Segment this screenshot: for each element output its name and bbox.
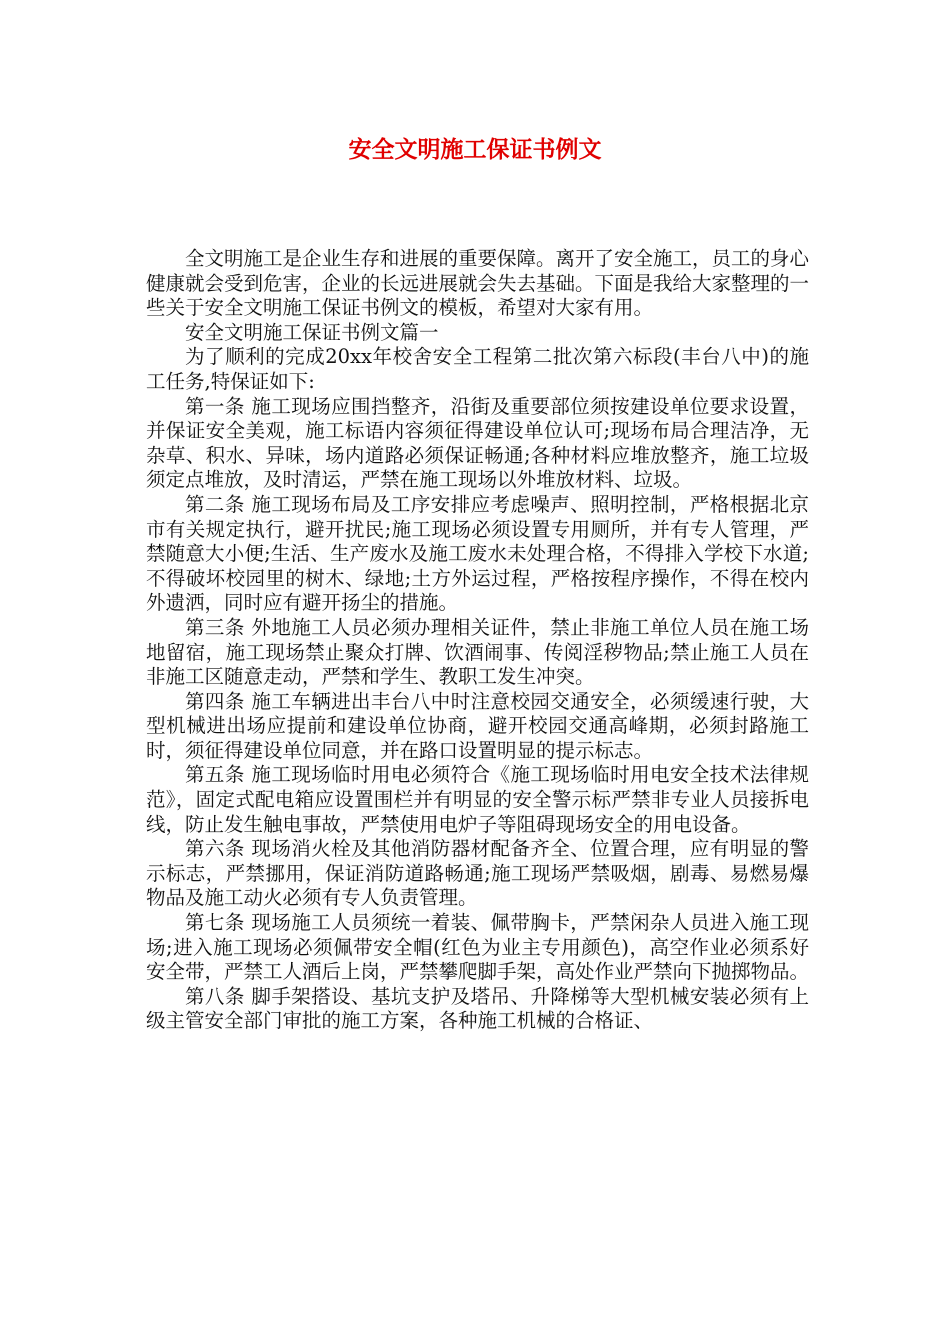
paragraph-article-7: 第七条 现场施工人员须统一着装、佩带胸卡，严禁闲杂人员进入施工现场;进入施工现场必须佩带安全帽(红色为业主专用颜色)，高空作业必须系好安全带，严禁工人酒后上岗，严禁攀爬脚手架，高处作业严禁向下抛掷物品。 — [146, 911, 810, 984]
paragraph-article-3: 第三条 外地施工人员必须办理相关证件，禁止非施工单位人员在施工场地留宿，施工现场禁止聚众打牌、饮酒闹事、传阅淫秽物品;禁止施工人员在非施工区随意走动，严禁和学生、教职工发生冲突。 — [146, 615, 809, 689]
document-title: 安全文明施工保证书例文 — [348, 137, 602, 163]
paragraph-article-1: 第一条 施工现场应围挡整齐，沿街及重要部位须按建设单位要求设置，并保证安全美观，施工标语内容须征得建设单位认可;现场布局合理洁净，无杂草、积水、异味，场内道路必须保证畅通;各种材料应堆放整齐，施工垃圾须定点堆放，及时清运，严禁在施工现场以外堆放材料、垃圾。 — [146, 394, 809, 492]
paragraph-article-6: 第六条 现场消火栓及其他消防器材配备齐全、位置合理，应有明显的警示标志，严禁挪用，保证消防道路畅通;施工现场严禁吸烟，剧毒、易燃易爆物品及施工动火必须有专人负责管理。 — [146, 837, 809, 910]
paragraph-intro: 全文明施工是企业生存和进展的重要保障。离开了安全施工，员工的身心健康就会受到危害，企业的长远进展就会失去基础。下面是我给大家整理的一些关于安全文明施工保证书例文的模板，希望对大家有用。 — [146, 247, 810, 320]
paragraph-article-2: 第二条 施工现场布局及工序安排应考虑噪声、照明控制，严格根据北京市有关规定执行，避开扰民;施工现场必须设置专用厕所，并有专人管理，严禁随意大小便;生活、生产废水及施工废水未处理合格，不得排入学校下水道;不得破坏校园里的树木、绿地;土方外运过程，严格按程序操作，不得在校内外遗洒，同时应有避开扬尘的措施。 — [146, 492, 809, 615]
paragraph-article-5: 第五条 施工现场临时用电必须符合《施工现场临时用电安全技术法律规范》，固定式配电箱应设置围栏并有明显的安全警示标严禁非专业人员接拆电线，防止发生触电事故，严禁使用电炉子等阻碍现场安全的用电设备。 — [146, 763, 809, 836]
document-body — [146, 247, 809, 1034]
paragraph-article-4: 第四条 施工车辆进出丰台八中时注意校园交通安全，必须缓速行驶，大型机械进出场应提前和建设单位协商，避开校园交通高峰期，必须封路施工时，须征得建设单位同意，并在路口设置明显的提示标志。 — [146, 689, 809, 762]
paragraph-preamble: 为了顺利的完成20xx年校舍安全工程第二批次第六标段(丰台八中)的施工任务,特保证如下: — [146, 345, 809, 393]
paragraph-article-8: 第八条 脚手架搭设、基坑支护及塔吊、升降梯等大型机械安装必须有上级主管安全部门审批的施工方案，各种施工机械的合格证、 — [146, 984, 809, 1033]
paragraph-section-heading: 安全文明施工保证书例文篇一 — [185, 320, 439, 344]
